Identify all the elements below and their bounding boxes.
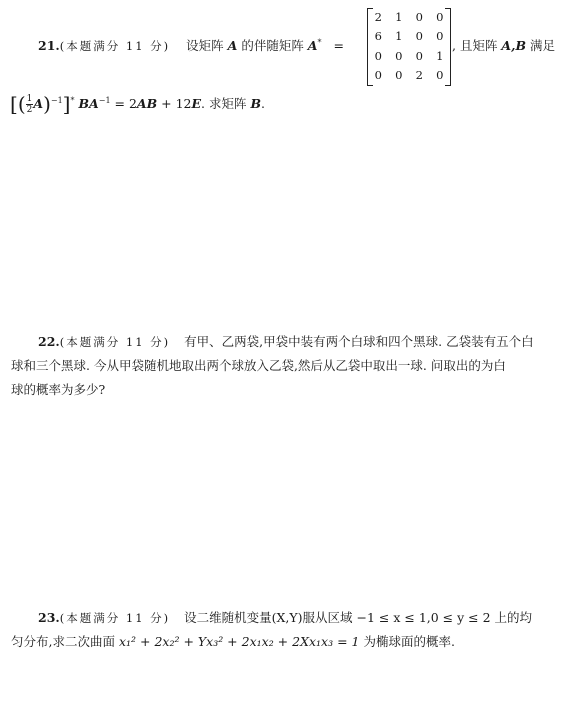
- matrix-cell: 1: [395, 29, 403, 43]
- fraction-denominator: 2: [26, 105, 33, 115]
- matrix-row: [368, 27, 450, 46]
- matrix-cell: 0: [436, 29, 444, 43]
- matrix-cell: 0: [374, 49, 382, 63]
- question-text: 为椭球面的概率.: [359, 634, 455, 649]
- question-number: 21.: [38, 38, 60, 53]
- matrix-cell: 0: [415, 10, 423, 24]
- question-number: 22.: [38, 334, 60, 349]
- math-superscript: −1: [50, 95, 63, 105]
- math-symbol: A: [227, 38, 238, 53]
- question-text: . 求矩阵: [201, 96, 251, 111]
- question-21-line-1: [38, 36, 344, 54]
- math-superscript: *: [317, 37, 322, 47]
- matrix-row: [368, 8, 450, 27]
- question-21-equation: [( $\frac{1}{2}$ A)$^{-1}$]* $BA^{-1} = 2AB + 12E$. 求矩阵 B.: [10, 92, 266, 116]
- question-text: 的伴随矩阵: [237, 38, 308, 53]
- matrix-cell: 2: [415, 68, 423, 82]
- question-score: (本题满分 11 分): [59, 335, 171, 349]
- question-22-line-2: 球和三个黑球. 今从甲袋随机地取出两个球放入乙袋,然后从乙袋中取出一球. 问取出的为白: [11, 358, 506, 373]
- question-23-line-1: [38, 608, 532, 626]
- question-text: 设矩阵: [186, 38, 228, 53]
- matrix-cell: 1: [395, 10, 403, 24]
- question-text: .: [261, 96, 266, 111]
- question-score: (本题满分 11 分): [59, 611, 171, 625]
- question-22-line-3: 球的概率为多少?: [11, 382, 106, 397]
- question-number: 23.: [38, 610, 60, 625]
- question-text: , 且矩阵: [452, 38, 502, 53]
- question-score: (本题满分 11 分): [59, 39, 171, 53]
- question-21-line-1-tail: [452, 36, 555, 54]
- math-symbol: A,B: [501, 38, 527, 53]
- math-text: + 12: [157, 96, 192, 111]
- matrix-cell: 0: [436, 10, 444, 24]
- matrix-cell: 0: [395, 49, 403, 63]
- adjugate-matrix: [367, 8, 451, 86]
- matrix-cell: 2: [374, 10, 382, 24]
- matrix-cell: 0: [395, 68, 403, 82]
- question-23-line-2: [11, 632, 455, 650]
- matrix-row: [368, 47, 450, 66]
- question-text: 有甲、乙两袋,甲袋中装有两个白球和四个黑球. 乙袋装有五个白: [184, 334, 534, 349]
- math-symbol: E: [191, 96, 202, 111]
- question-text: 匀分布,求二次曲面: [11, 634, 119, 649]
- question-22-line-1: [38, 332, 534, 350]
- math-superscript: −1: [98, 95, 111, 105]
- math-superscript: *: [70, 95, 75, 105]
- matrix-cell: 6: [374, 29, 382, 43]
- math-equals: =: [333, 38, 344, 53]
- math-symbol: B: [250, 96, 262, 111]
- matrix-row: [368, 66, 450, 85]
- math-equation: x₁² + 2x₂² + Yx₃² + 2x₁x₂ + 2Xx₁x₃ = 1: [118, 634, 360, 649]
- question-text: 满足: [526, 38, 556, 53]
- matrix-cell: 0: [415, 49, 423, 63]
- math-symbol: BA: [78, 96, 99, 111]
- math-symbol: A: [33, 96, 44, 111]
- matrix-cell: 0: [415, 29, 423, 43]
- question-text: 设二维随机变量(X,Y)服从区域 −1 ≤ x ≤ 1,0 ≤ y ≤ 2 上的均: [184, 610, 533, 625]
- matrix-cell: 0: [374, 68, 382, 82]
- fraction-numerator: 1: [26, 94, 33, 104]
- math-symbol: AB: [136, 96, 158, 111]
- matrix-cell: 0: [436, 68, 444, 82]
- matrix-cell: 1: [436, 49, 444, 63]
- math-symbol: A: [307, 38, 318, 53]
- math-text: = 2: [110, 96, 137, 111]
